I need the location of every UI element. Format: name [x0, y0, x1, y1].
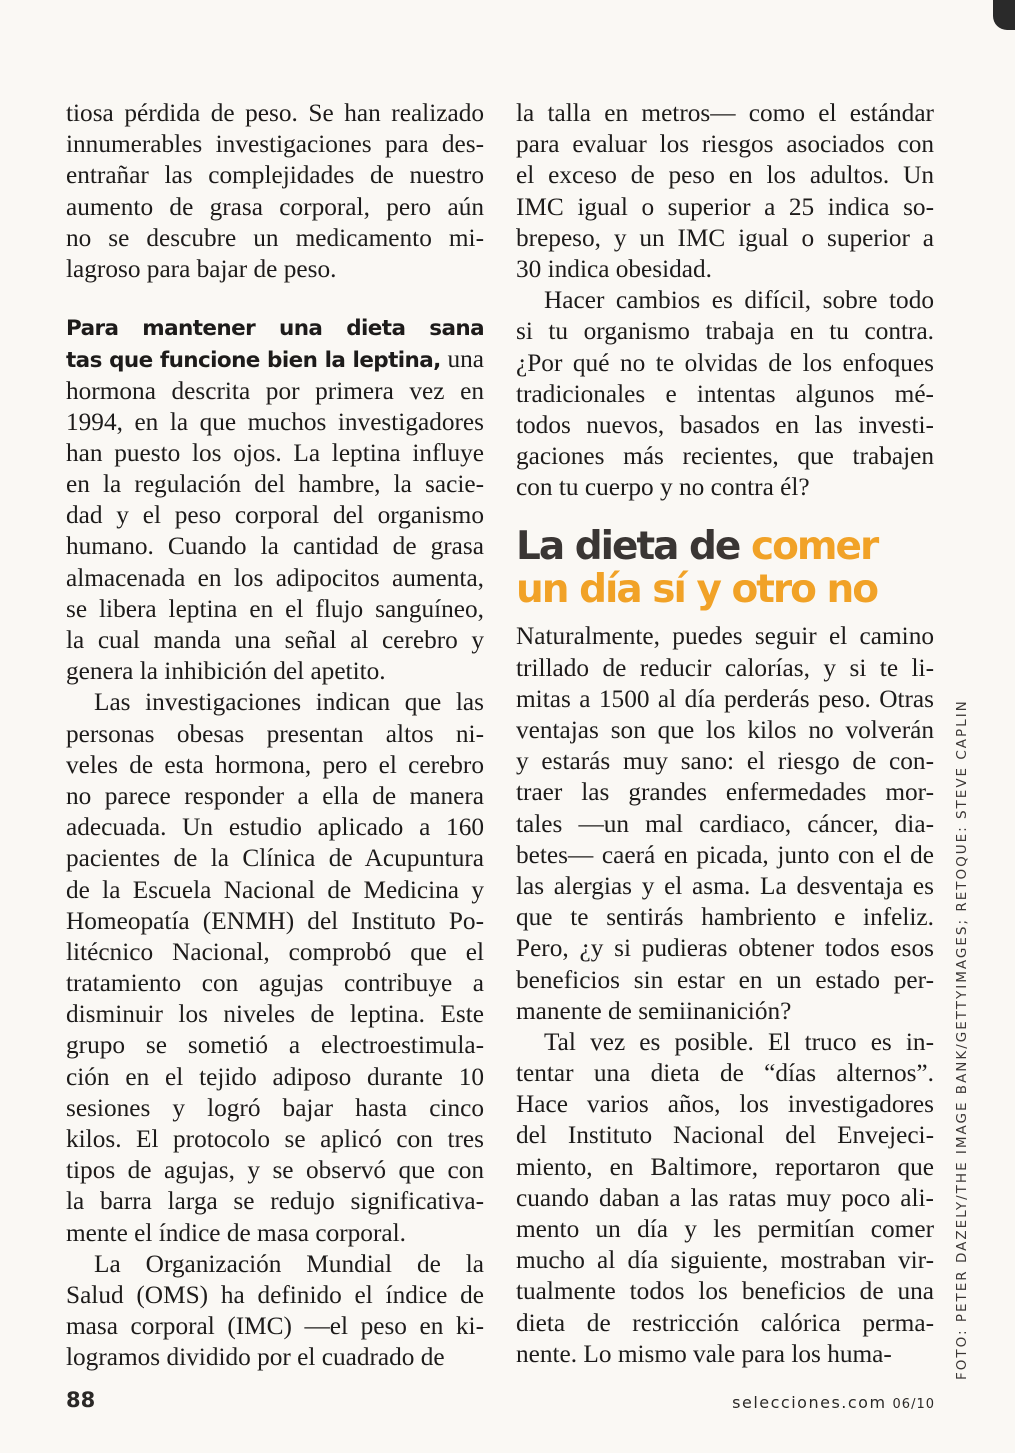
text-line: las alergias y el asma. La desventaja es — [516, 871, 934, 900]
text-line: si tu organismo trabaja en tu contra. — [516, 317, 934, 346]
left-para-4 — [66, 1249, 484, 1374]
text-line: todos nuevos, basados en las investi- — [516, 410, 934, 439]
text-line: genera la inhibición del apetito. — [66, 657, 386, 686]
lead-in-rest: una — [440, 345, 484, 374]
text-line: mente el índice de masa corporal. — [66, 1218, 406, 1247]
text-line: tratamiento con agujas contribuye a — [66, 969, 484, 998]
lead-in-line-2 — [66, 344, 484, 375]
text-line: sesiones y logró bajar hasta cinco — [66, 1093, 484, 1122]
text-line: adecuada. Un estudio aplicado a 160 — [66, 813, 484, 842]
text-line: entrañar las complejidades de nuestro — [66, 161, 484, 190]
text-line: tales —un mal cardiaco, cáncer, dia- — [516, 809, 934, 838]
text-line: disminuir los niveles de leptina. Este — [66, 1000, 484, 1029]
lead-in-line-1: Para mantener una dieta sana — [66, 316, 484, 342]
text-line: betes— caerá en picada, junto con el de — [516, 840, 934, 869]
text-line: dieta de restricción calórica perma- — [516, 1308, 934, 1337]
text-line: kilos. El protocolo se aplicó con tres — [66, 1125, 484, 1153]
text-line: la talla en metros— como el estándar — [516, 99, 934, 127]
left-para-2 — [66, 313, 484, 687]
text-line: con tu cuerpo y no contra él? — [516, 473, 810, 502]
right-para-3 — [516, 621, 934, 1026]
text-line: personas obesas presentan altos ni- — [66, 719, 484, 748]
text-line: dad y el peso corporal del organismo — [66, 501, 484, 530]
text-line: mento un día y les permitían comer — [516, 1215, 934, 1243]
text-line: logramos dividido por el cuadrado de — [66, 1343, 445, 1372]
text-line: brepeso, y un IMC igual o superior a — [516, 223, 934, 252]
text-line: mitas a 1500 al día perderás peso. Otras — [516, 684, 934, 713]
text-line: ción en el tejido adiposo durante 10 — [66, 1062, 484, 1091]
text-line: la barra larga se redujo significativa- — [66, 1187, 484, 1216]
text-line: se libera leptina en el flujo sanguíneo, — [66, 594, 484, 623]
text-line: masa corporal (IMC) —el peso en ki- — [66, 1312, 484, 1341]
left-para-3 — [66, 687, 484, 1248]
text-line: hormona descrita por primera vez en — [66, 376, 484, 405]
text-line: pacientes de la Clínica de Acupuntura — [66, 844, 484, 873]
right-para-2 — [516, 285, 934, 503]
text-line: no se descubre un medicamento mi- — [66, 223, 484, 252]
footer-site — [732, 1393, 935, 1412]
right-column — [516, 98, 934, 1370]
headline-accent-text-1: comer — [750, 524, 878, 570]
text-line: la cual manda una señal al cerebro y — [66, 626, 484, 654]
text-line: Hace varios años, los investigadores — [516, 1090, 934, 1119]
text-line: tentar una dieta de “días alternos”. — [516, 1059, 934, 1088]
text-line: han puesto los ojos. La leptina influye — [66, 438, 484, 467]
text-line: mucho al día siguiente, mostraban vir- — [516, 1246, 934, 1275]
text-line: de la Escuela Nacional de Medicina y — [66, 875, 484, 904]
text-line: Salud (OMS) ha definido el índice de — [66, 1280, 484, 1309]
text-line: nente. Lo mismo vale para los huma- — [516, 1339, 892, 1368]
text-line: 1994, en la que muchos investigadores — [66, 407, 484, 436]
text-line: aumento de grasa corporal, pero aún — [66, 192, 484, 221]
text-line: tradicionales e intentas algunos mé- — [516, 379, 934, 408]
text-line: Pero, ¿y si pudieras obtener todos esos — [516, 934, 934, 963]
text-line: no parece responder a ella de manera — [66, 781, 484, 810]
page-number: 88 — [66, 1388, 96, 1412]
headline-line-2: un día sí y otro no — [516, 567, 878, 613]
text-line: ¿Por qué no te olvidas de los enfoques — [516, 348, 934, 377]
text-line: Tal vez es posible. El truco es in- — [544, 1027, 934, 1056]
text-line: el exceso de peso en los adultos. Un — [516, 161, 934, 190]
left-para-2-body — [66, 376, 484, 688]
text-line: IMC igual o superior a 25 indica so- — [516, 192, 934, 221]
text-line: tualmente todos los beneficios de una — [516, 1277, 934, 1306]
text-line: y estarás muy sano: el riesgo de con- — [516, 747, 934, 776]
text-line: ventajas son que los kilos no volverán — [516, 716, 934, 744]
paragraph-gap — [66, 285, 484, 313]
text-line: litécnico Nacional, comprobó que el — [66, 937, 484, 966]
lead-in-bold: tas que funcione bien la leptina, — [66, 348, 441, 374]
text-line: tiosa pérdida de peso. Se han realizado — [66, 99, 484, 127]
left-column — [66, 98, 484, 1374]
photo-credit: FOTO: PETER DAZELY/THE IMAGE BANK/GETTYIMAGES; RETOQUE: STEVE CAPLIN — [954, 699, 970, 1380]
text-line: trillado de reducir calorías, y si te li- — [516, 653, 934, 682]
text-line: almacenada en los adipocitos aumenta, — [66, 563, 484, 592]
text-line: manente de semiinanición? — [516, 996, 792, 1025]
text-line: traer las grandes enfermedades mor- — [516, 778, 934, 807]
text-line: del Instituto Nacional del Envejeci- — [516, 1121, 934, 1150]
text-line: innumerables investigaciones para des- — [66, 130, 484, 159]
text-line: miento, en Baltimore, reportaron que — [516, 1152, 934, 1181]
text-line: Naturalmente, puedes seguir el camino — [516, 622, 934, 651]
text-line: para evaluar los riesgos asociados con — [516, 130, 934, 159]
text-line: lagroso para bajar de peso. — [66, 254, 337, 283]
section-headline — [516, 525, 934, 611]
text-line: tipos de agujas, y se observó que con — [66, 1156, 484, 1185]
text-line: en la regulación del hambre, la sacie- — [66, 470, 484, 499]
text-line: Las investigaciones indican que las — [94, 688, 484, 717]
text-line: que te sentirás hambriento e infeliz. — [516, 903, 934, 932]
text-line: Homeopatía (ENMH) del Instituto Po- — [66, 906, 484, 935]
text-line: La Organización Mundial de la — [94, 1249, 484, 1278]
headline-dark-text: La dieta de — [516, 524, 751, 570]
text-line: 30 indica obesidad. — [516, 254, 713, 283]
issue-date: 06/10 — [892, 1397, 935, 1412]
site-name: selecciones.com — [732, 1393, 887, 1412]
text-line: Hacer cambios es difícil, sobre todo — [544, 286, 934, 315]
text-line: cuando daban a las ratas muy poco ali- — [516, 1183, 934, 1212]
text-line: gaciones más recientes, que trabajen — [516, 442, 934, 471]
text-line: beneficios sin estar en un estado per- — [516, 965, 934, 994]
right-para-4 — [516, 1027, 934, 1370]
right-para-1 — [516, 98, 934, 285]
headline-line-1 — [516, 525, 934, 568]
text-line: veles de esta hormona, pero el cerebro — [66, 750, 484, 779]
scan-corner-mark — [993, 0, 1015, 30]
text-line: humano. Cuando la cantidad de grasa — [66, 532, 484, 561]
left-para-1 — [66, 98, 484, 285]
text-line: grupo se sometió a electroestimula- — [66, 1031, 484, 1060]
